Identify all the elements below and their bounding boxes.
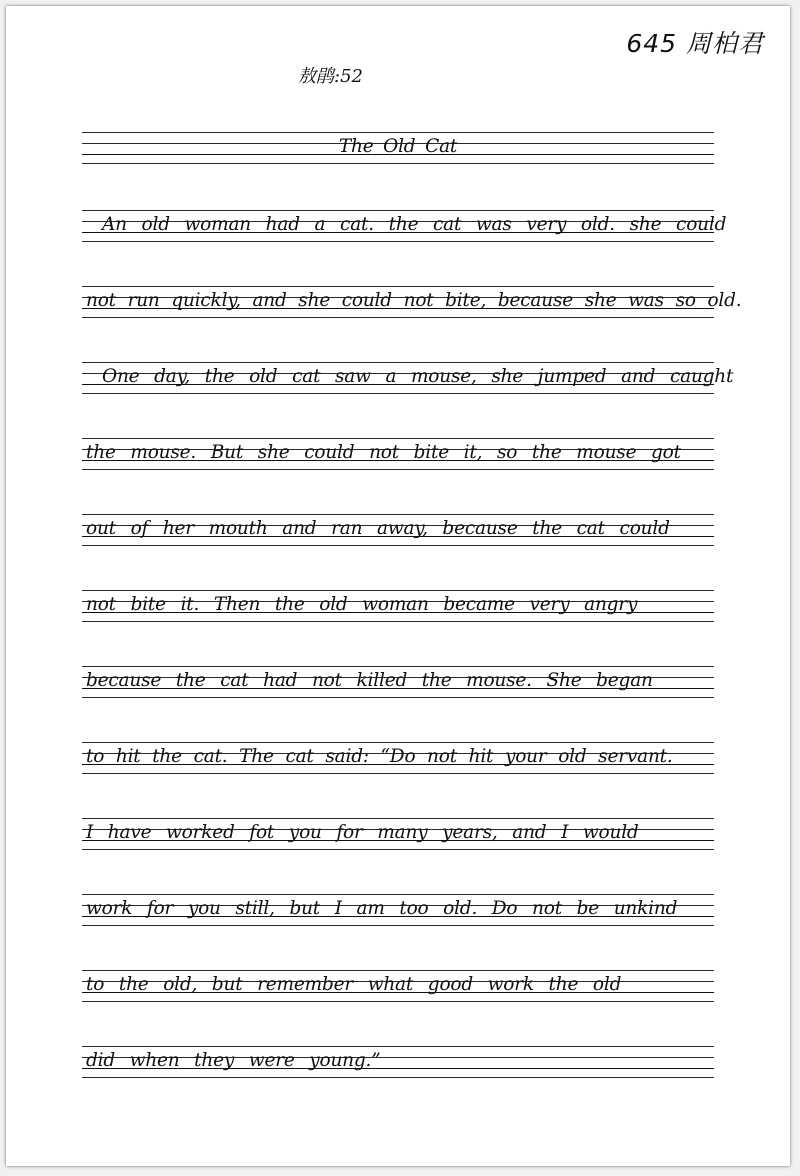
handwriting-sheet [6,6,790,1166]
text-line [82,286,742,318]
text-line [82,438,714,470]
line-text: the mouse. But she could not bite it, so the mouse got [86,442,681,463]
student-id-name: 645 周柏君 [626,29,764,58]
line-text: work for you still, but I am too old. Do not be unkind [86,898,678,919]
line-text: to hit the cat. The cat said: “Do not hit your old servant. [86,746,673,767]
line-text: did when they were young.” [86,1050,381,1071]
line-text: not bite it. Then the old woman became very angry [86,594,638,615]
line-text: because the cat had not killed the mouse. She began [86,670,653,691]
title-row [82,132,714,164]
text-line [82,514,714,546]
line-text: out of her mouth and ran away, because the cat could [86,518,670,539]
line-text: to the old, but remember what good work the old [86,974,622,995]
line-text: An old woman had a cat. the cat was very old. she could [102,214,727,235]
line-text: One day, the old cat saw a mouse, she jumped and caught [102,366,734,387]
text-line [82,894,714,926]
text-line [82,742,714,774]
text-line [82,1046,714,1078]
text-line [82,970,714,1002]
text-line [82,362,734,394]
score-mark: 敖鹃:52 [298,66,363,87]
text-line [82,818,714,850]
line-text: I have worked fot you for many years, and I would [86,822,639,843]
page-title: The Old Cat [338,136,458,157]
text-line [82,666,714,698]
text-line [82,210,727,242]
text-line [82,590,714,622]
line-text: not run quickly, and she could not bite, because she was so old. [86,290,742,311]
